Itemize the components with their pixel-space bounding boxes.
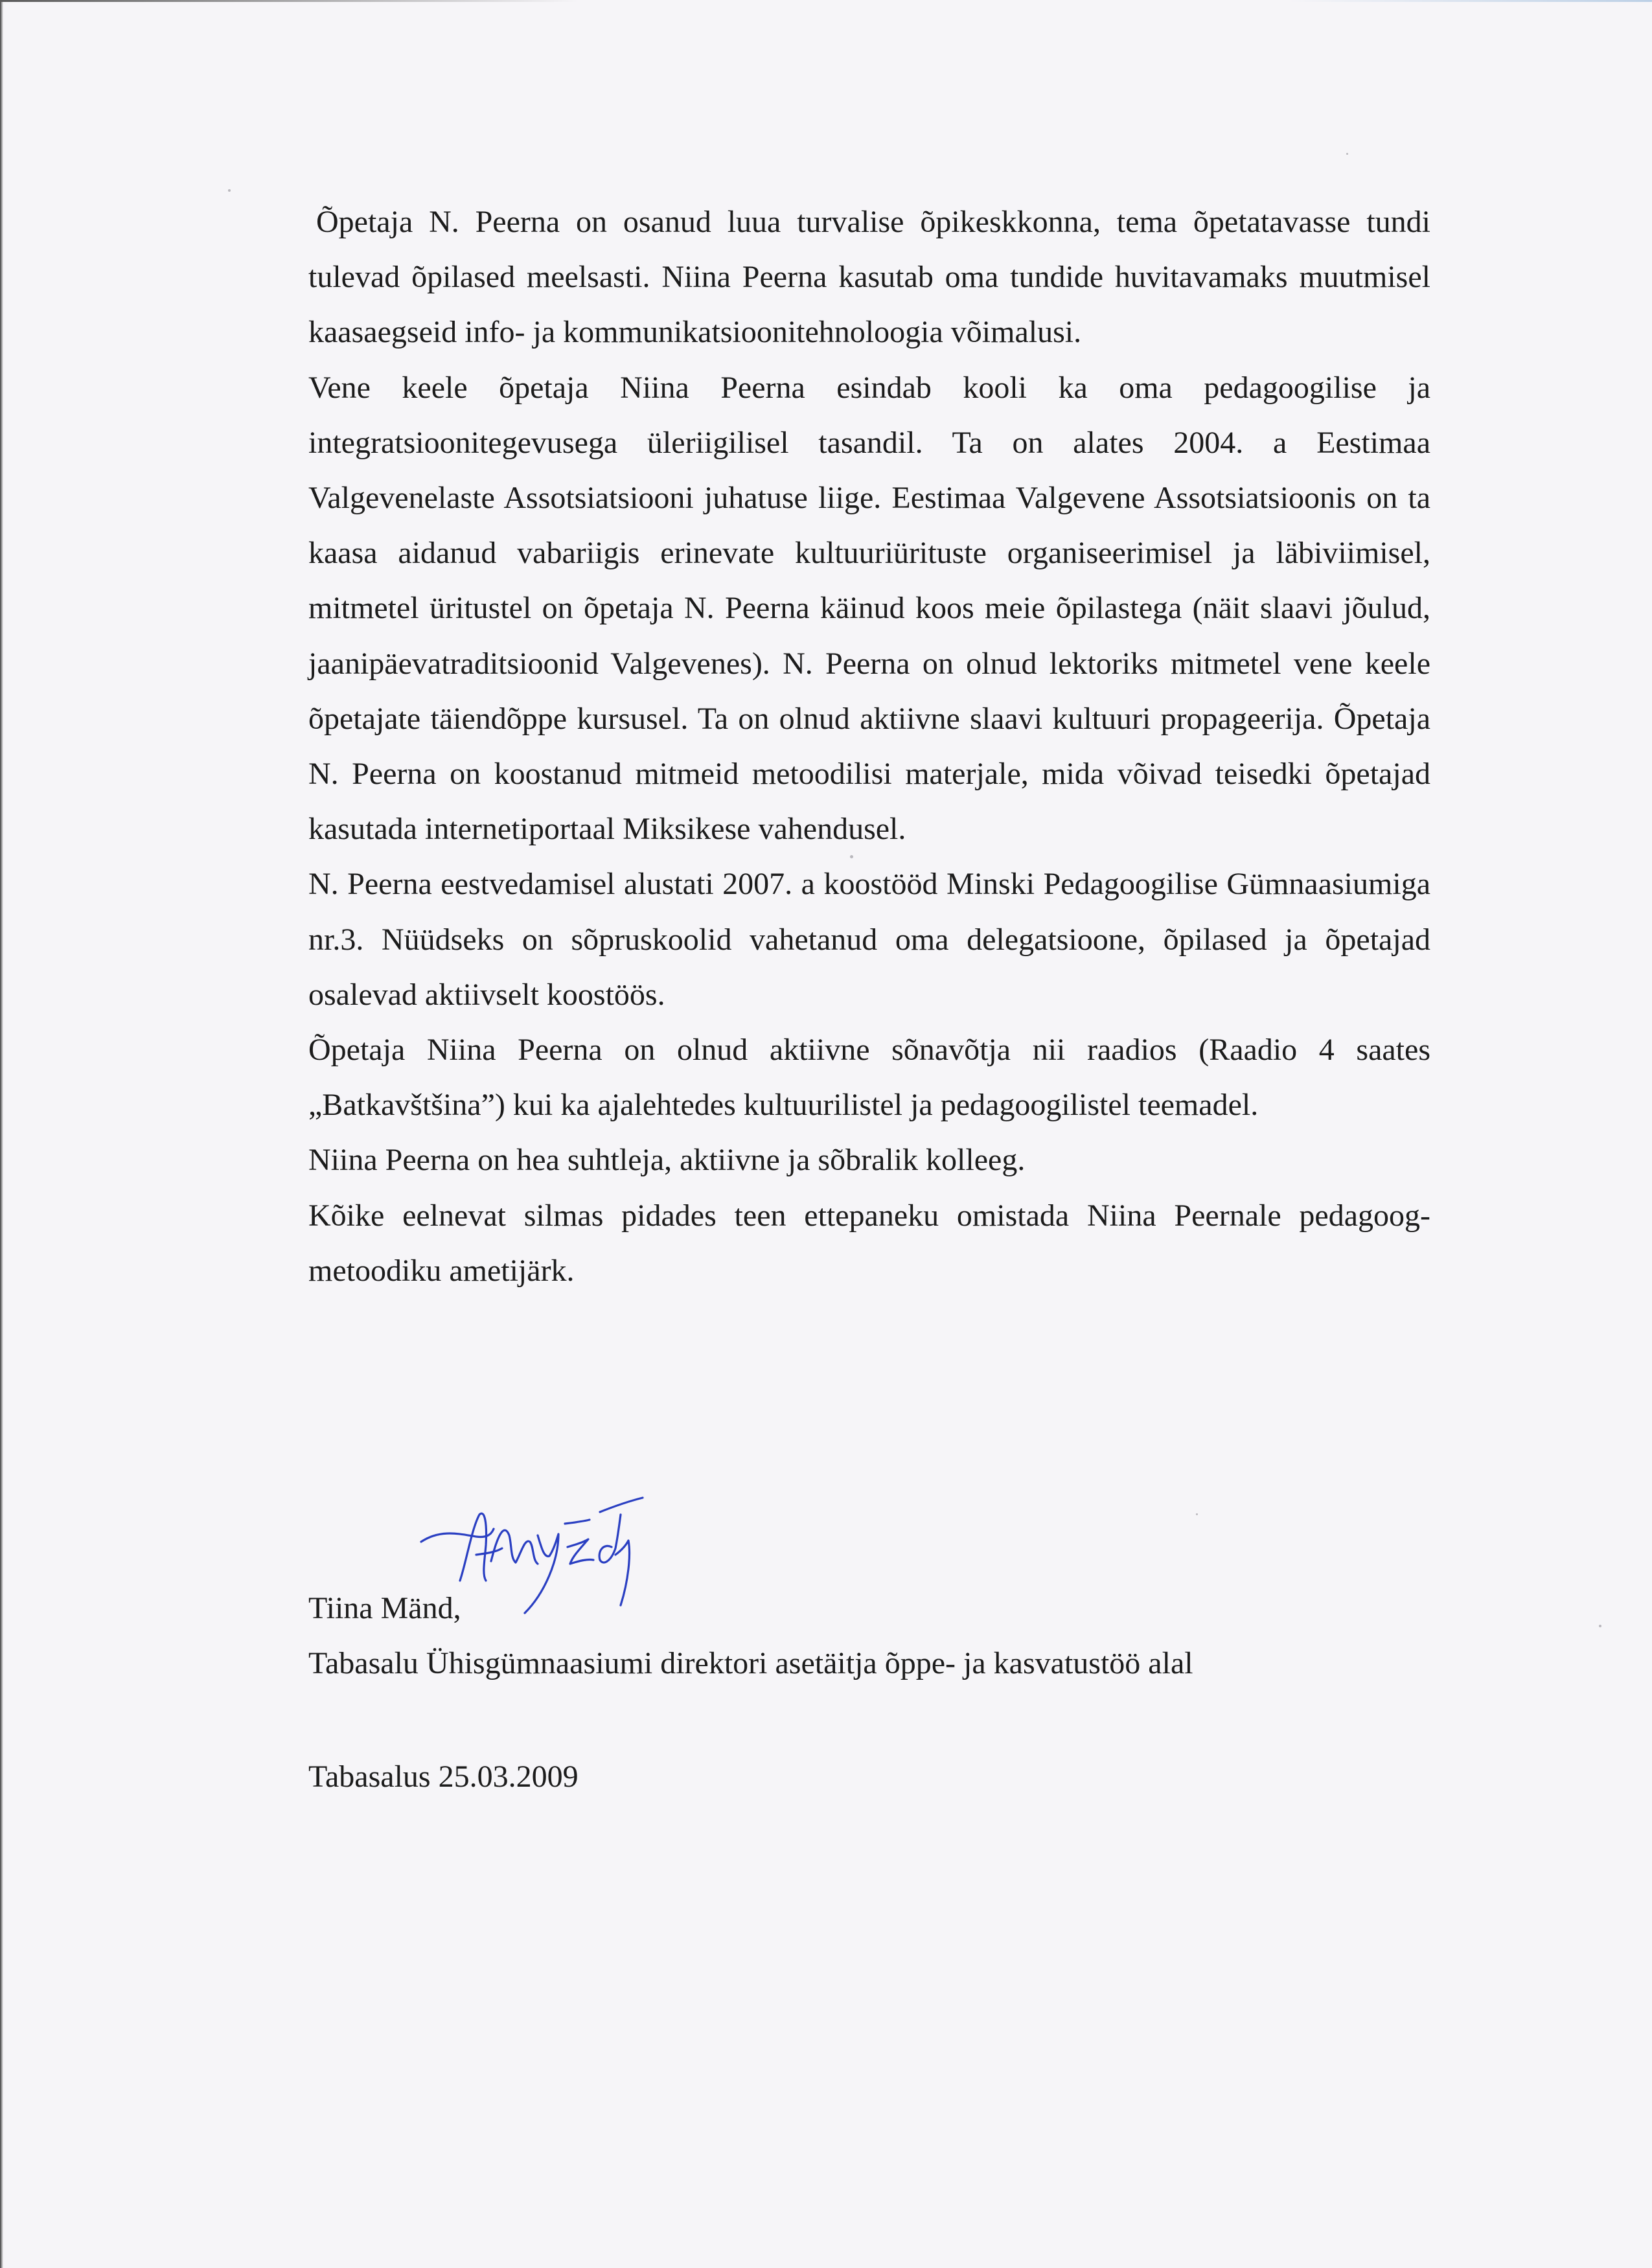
signatory-name: Tiina Mänd,	[308, 1591, 461, 1625]
scan-speck	[228, 189, 231, 192]
scan-speck	[1599, 1625, 1601, 1627]
paragraph-6: Kõike eelnevat silmas pidades teen ettepaneku omistada Niina Peernale pedagoog-metoodiku ametijärk.	[308, 1198, 1430, 1288]
place-and-date: Tabasalus 25.03.2009	[308, 1759, 579, 1794]
paragraph-4: Õpetaja Niina Peerna on olnud aktiivne sõnavõtja nii raadios (Raadio 4 saates „Batkavštšina”) kui ka ajalehtedes kultuurilistel ja pedagoogilistel teemadel.	[308, 1033, 1430, 1123]
signature-block	[308, 1581, 1539, 1691]
paragraph-1: Õpetaja N. Peerna on osanud luua turvalise õpikeskkonna, tema õpetatavasse tundi tulevad õpilased meelsasti. Niina Peerna kasutab oma tundide huvitavamaks muutmisel kaasaegseid info- ja kommunikatsioonitehnoloogia võimalusi.	[308, 205, 1430, 350]
paragraph-5: Niina Peerna on hea suhtleja, aktiivne ja sõbralik kolleeg.	[308, 1143, 1026, 1178]
letter-body	[308, 194, 1430, 1298]
paragraph-3: N. Peerna eestvedamisel alustati 2007. a koostööd Minski Pedagoogilise Gümnaasiumiga nr.3. Nüüdseks on sõpruskoolid vahetanud oma delegatsioone, õpilased ja õpetajad osalevad aktiivselt koostöös.	[308, 867, 1430, 1012]
paragraph-2: Vene keele õpetaja Niina Peerna esindab kooli ka oma pedagoogilise ja integratsioonitegevusega üleriigilisel tasandil. Ta on alates 2004. a Eestimaa Valgevenelaste Assotsiatsiooni juhatuse liige. Eestimaa Valgevene Assotsiatsioonis on ta kaasa aidanud vabariigis erinevate kultuuriürituste organiseerimisel ja läbiviimisel, mitmetel üritustel on õpetaja N. Peerna käinud koos meie õpilastega (näit slaavi jõulud, jaanipäevatraditsioonid Valgevenes). N. Peerna on olnud lektoriks mitmetel vene keele õpetajate täiendõppe kursusel. Ta on olnud aktiivne slaavi kultuuri propageerija. Õpetaja N. Peerna on koostanud mitmeid metoodilisi materjale, mida võivad teisedki õpetajad kasutada internetiportaal Miksikese vahendusel.	[308, 370, 1430, 847]
signatory-title: Tabasalu Ühisgümnaasiumi direktori asetäitja õppe- ja kasvatustöö alal	[308, 1646, 1193, 1680]
scan-speck	[850, 855, 853, 858]
scan-speck	[1346, 153, 1348, 155]
scan-speck	[1196, 1513, 1198, 1515]
